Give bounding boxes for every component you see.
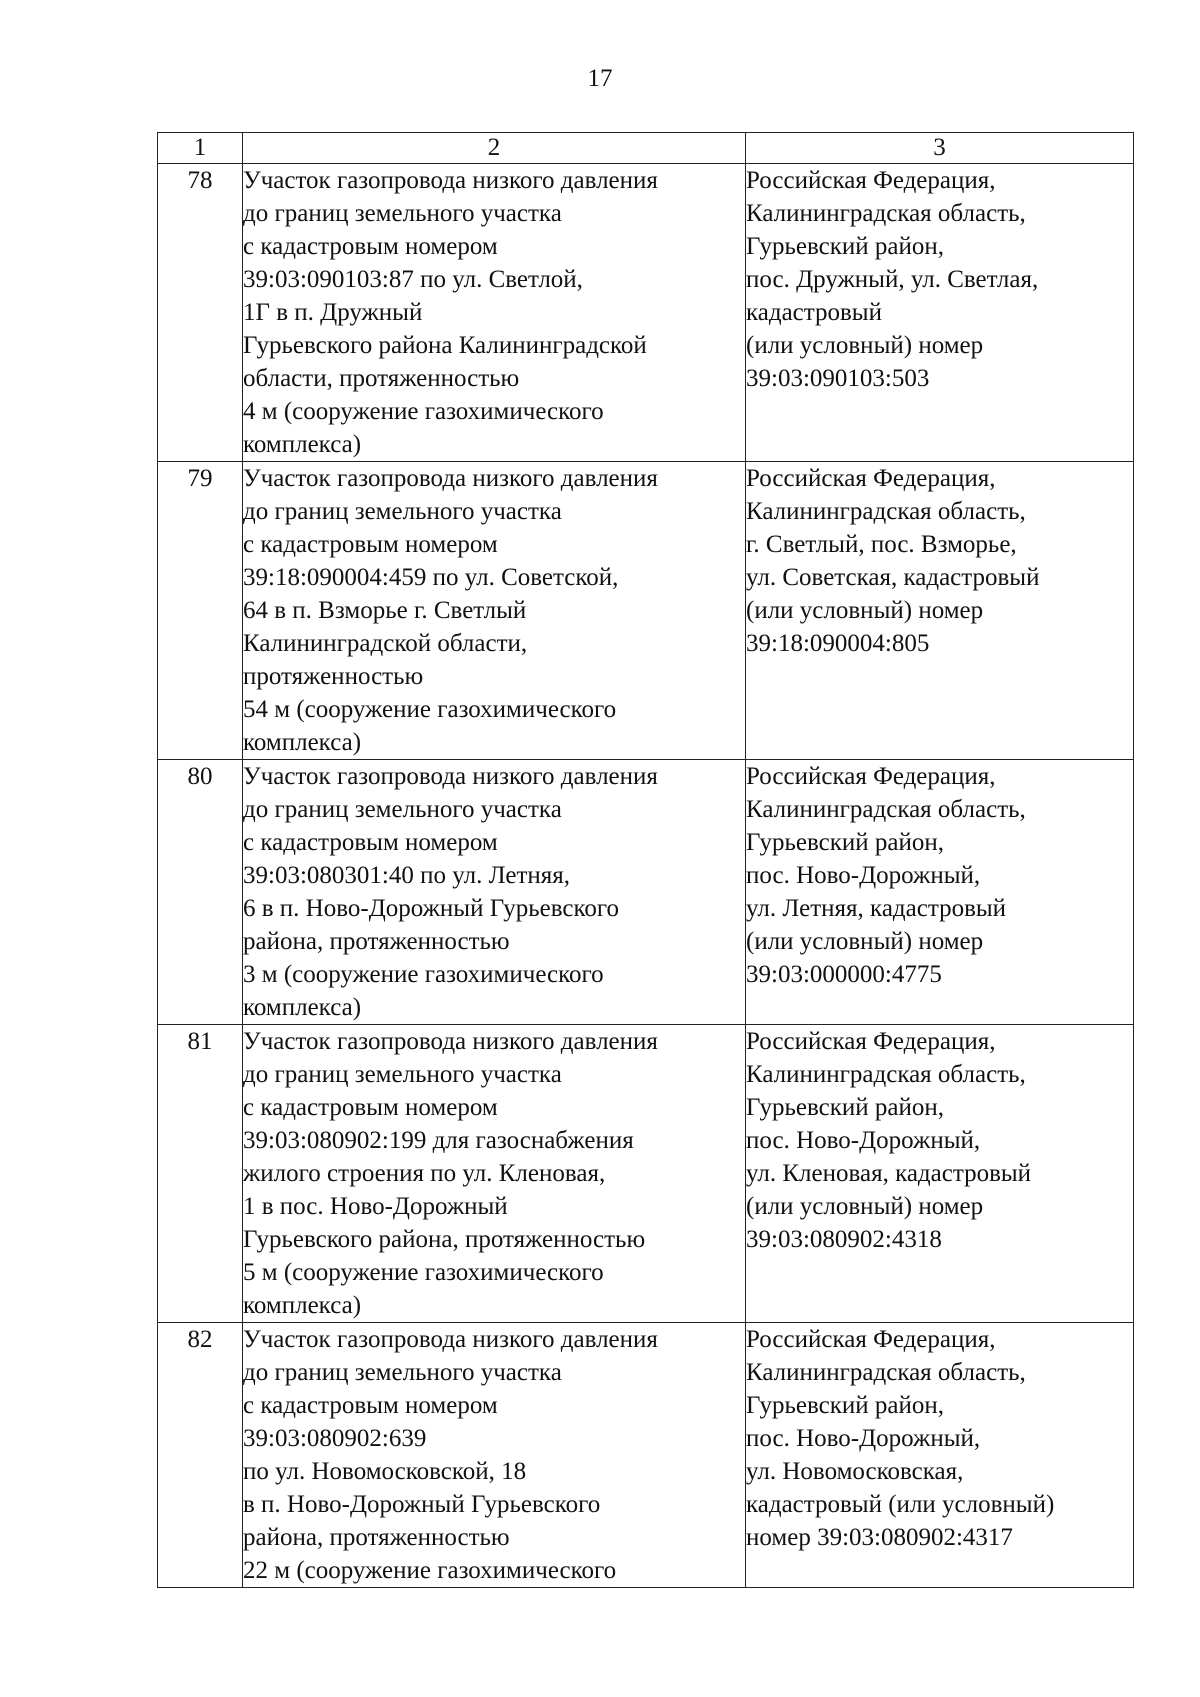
description-line: Калининградской области, xyxy=(243,630,528,657)
address-line: Калининградская область, xyxy=(746,1359,1026,1386)
address-line: Калининградская область, xyxy=(746,498,1026,525)
description-line: комплекса) xyxy=(243,729,362,756)
address-line: (или условный) номер xyxy=(746,332,984,359)
description-line: 6 в п. Ново-Дорожный Гурьевского xyxy=(243,895,619,922)
object-description-cell xyxy=(243,1323,746,1588)
description-line: 54 м (сооружение газохимического xyxy=(243,696,617,723)
description-line: 4 м (сооружение газохимического xyxy=(243,398,604,425)
object-description-cell xyxy=(243,760,746,1025)
description-line: района, протяженностью xyxy=(243,928,510,955)
table-row xyxy=(158,760,1134,1025)
address-line: пос. Дружный, ул. Светлая, xyxy=(746,266,1039,293)
row-number: 79 xyxy=(158,462,243,760)
table-header xyxy=(158,133,1134,164)
description-line: комплекса) xyxy=(243,431,362,458)
address-line: (или условный) номер xyxy=(746,928,984,955)
column-header-address: 3 xyxy=(746,133,1134,164)
column-header-number: 1 xyxy=(158,133,243,164)
address-line: ул. Советская, кадастровый xyxy=(746,564,1040,591)
page-number: 17 xyxy=(587,65,613,92)
description-line: 5 м (сооружение газохимического xyxy=(243,1259,604,1286)
table-row xyxy=(158,1323,1134,1588)
address-line: Российская Федерация, xyxy=(746,763,996,790)
description-line: до границ земельного участка xyxy=(243,498,562,525)
description-line: 1Г в п. Дружный xyxy=(243,299,423,326)
address-line: г. Светлый, пос. Взморье, xyxy=(746,531,1017,558)
location-address-cell xyxy=(746,1323,1134,1588)
description-line: комплекса) xyxy=(243,994,362,1021)
description-line: области, протяженностью xyxy=(243,365,520,392)
address-line: Калининградская область, xyxy=(746,200,1026,227)
description-line: 64 в п. Взморье г. Светлый xyxy=(243,597,527,624)
address-line: Калининградская область, xyxy=(746,796,1026,823)
address-line: 39:03:000000:4775 xyxy=(746,961,942,988)
address-line: (или условный) номер xyxy=(746,1193,984,1220)
description-line: по ул. Новомосковской, 18 xyxy=(243,1458,527,1485)
description-line: в п. Ново-Дорожный Гурьевского xyxy=(243,1491,601,1518)
description-line: Гурьевского района Калининградской xyxy=(243,332,647,359)
description-line: 39:03:080301:40 по ул. Летняя, xyxy=(243,862,571,889)
address-line: Российская Федерация, xyxy=(746,1326,996,1353)
address-line: Гурьевский район, xyxy=(746,233,945,260)
address-line: кадастровый (или условный) xyxy=(746,1491,1055,1518)
description-line: Участок газопровода низкого давления xyxy=(243,167,658,194)
row-number: 82 xyxy=(158,1323,243,1588)
description-line: до границ земельного участка xyxy=(243,1061,562,1088)
location-address-cell xyxy=(746,164,1134,462)
address-line: 39:03:090103:503 xyxy=(746,365,930,392)
description-line: Участок газопровода низкого давления xyxy=(243,1326,658,1353)
description-line: Участок газопровода низкого давления xyxy=(243,763,658,790)
location-address-cell xyxy=(746,462,1134,760)
description-line: с кадастровым номером xyxy=(243,1392,498,1419)
address-line: 39:18:090004:805 xyxy=(746,630,930,657)
table-row xyxy=(158,164,1134,462)
address-line: (или условный) номер xyxy=(746,597,984,624)
description-line: до границ земельного участка xyxy=(243,200,562,227)
address-line: Российская Федерация, xyxy=(746,465,996,492)
address-line: номер 39:03:080902:4317 xyxy=(746,1524,1013,1551)
description-line: до границ земельного участка xyxy=(243,796,562,823)
table-row xyxy=(158,1025,1134,1323)
table-body xyxy=(158,164,1134,1588)
row-number: 80 xyxy=(158,760,243,1025)
description-line: 39:03:080902:199 для газоснабжения xyxy=(243,1127,634,1154)
location-address-cell xyxy=(746,760,1134,1025)
table-row xyxy=(158,462,1134,760)
address-line: пос. Ново-Дорожный, xyxy=(746,862,981,889)
description-line: 39:03:080902:639 xyxy=(243,1425,427,1452)
description-line: с кадастровым номером xyxy=(243,531,498,558)
description-line: до границ земельного участка xyxy=(243,1359,562,1386)
column-header-description: 2 xyxy=(243,133,746,164)
description-line: района, протяженностью xyxy=(243,1524,510,1551)
row-number: 78 xyxy=(158,164,243,462)
address-line: 39:03:080902:4318 xyxy=(746,1226,942,1253)
object-description-cell xyxy=(243,462,746,760)
description-line: 3 м (сооружение газохимического xyxy=(243,961,604,988)
address-line: ул. Новомосковская, xyxy=(746,1458,964,1485)
registry-table xyxy=(157,132,1134,1588)
address-line: пос. Ново-Дорожный, xyxy=(746,1127,981,1154)
description-line: с кадастровым номером xyxy=(243,829,498,856)
address-line: кадастровый xyxy=(746,299,882,326)
address-line: Калининградская область, xyxy=(746,1061,1026,1088)
address-line: Гурьевский район, xyxy=(746,829,945,856)
address-line: пос. Ново-Дорожный, xyxy=(746,1425,981,1452)
location-address-cell xyxy=(746,1025,1134,1323)
description-line: протяженностью xyxy=(243,663,424,690)
description-line: комплекса) xyxy=(243,1292,362,1319)
description-line: с кадастровым номером xyxy=(243,1094,498,1121)
address-line: ул. Кленовая, кадастровый xyxy=(746,1160,1032,1187)
object-description-cell xyxy=(243,1025,746,1323)
description-line: Гурьевского района, протяженностью xyxy=(243,1226,646,1253)
description-line: 39:18:090004:459 по ул. Советской, xyxy=(243,564,619,591)
address-line: ул. Летняя, кадастровый xyxy=(746,895,1007,922)
description-line: 1 в пос. Ново-Дорожный xyxy=(243,1193,508,1220)
address-line: Российская Федерация, xyxy=(746,167,996,194)
description-line: 22 м (сооружение газохимического xyxy=(243,1557,617,1584)
address-line: Российская Федерация, xyxy=(746,1028,996,1055)
row-number: 81 xyxy=(158,1025,243,1323)
description-line: с кадастровым номером xyxy=(243,233,498,260)
description-line: жилого строения по ул. Кленовая, xyxy=(243,1160,606,1187)
address-line: Гурьевский район, xyxy=(746,1392,945,1419)
object-description-cell xyxy=(243,164,746,462)
description-line: Участок газопровода низкого давления xyxy=(243,1028,658,1055)
description-line: 39:03:090103:87 по ул. Светлой, xyxy=(243,266,583,293)
description-line: Участок газопровода низкого давления xyxy=(243,465,658,492)
address-line: Гурьевский район, xyxy=(746,1094,945,1121)
header-row xyxy=(158,133,1134,164)
